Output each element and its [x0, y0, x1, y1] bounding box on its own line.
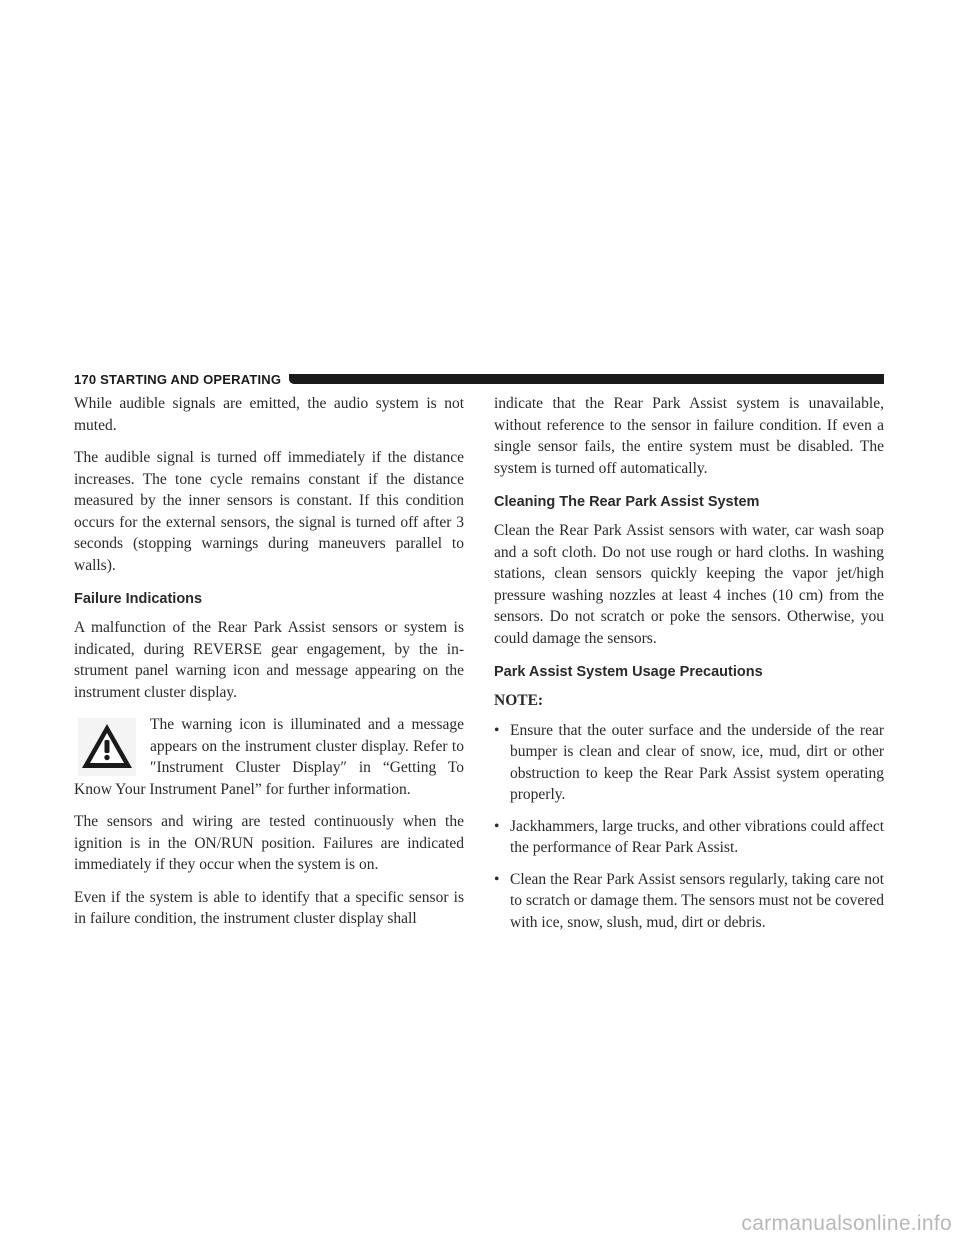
site-watermark: carmanualsonline.info [741, 1212, 952, 1235]
list-item-text: Jackhammers, large trucks, and other vibrations could affect the performance of Rear Park Assist. [510, 817, 884, 856]
left-column [74, 393, 464, 941]
paragraph-warning-icon-info: The warning icon is illuminated and a message appears on the instrument cluster display. Refer to ″Instrument Cluster Display″ in “Getting To Know Your Instrument Panel” for further information. [74, 716, 464, 798]
paragraph-malfunction: A malfunction of the Rear Park Assist sensors or system is indicated, during REVERSE gear engagement, by the in-strument panel warning icon and message appearing on the instrument cluster display. [74, 619, 464, 701]
paragraph-specific-sensor: Even if the system is able to identify that a specific sensor is in failure condition, the instrument cluster display shall [74, 888, 464, 927]
paragraph-system-unavailable: indicate that the Rear Park Assist system is unavailable, without reference to the sensor in failure condition. If even a single sensor fails, the entire system must be disabled. The system is turned off automatically. [494, 395, 884, 477]
paragraph-sensors-tested: The sensors and wiring are tested continuously when the ignition is in the ON/RUN position. Failures are indicated immediately if they occur when the system is on. [74, 813, 464, 873]
bullet-icon: • [494, 721, 500, 739]
heading-cleaning-rear-park-assist: Cleaning The Rear Park Assist System [494, 494, 760, 510]
paragraph-cleaning-instructions: Clean the Rear Park Assist sensors with water, car wash soap and a soft cloth. Do not use rough or hard cloths. In washing stations, clean sensors quickly keeping the vapor jet/high pressure washing nozzles at least 4 inches (10 cm) from the sensors. Do not scratch or poke the sensors. Otherwise, you could damage the sensors. [494, 522, 884, 647]
paragraph-audible-signal: The audible signal is turned off immediately if the distance increases. The tone cycle remains constant if the distance measured by the inner sensors is constant. If this condition occurs for the external sensors, the signal is turned off after 3 seconds (stopping warnings during maneuvers parallel to walls). [74, 449, 464, 574]
warning-icon-block [74, 714, 464, 800]
heading-failure-indications: Failure Indications [74, 591, 203, 607]
precautions-list [494, 720, 884, 934]
paragraph-audio-not-muted: While audible signals are emitted, the audio system is not muted. [74, 395, 464, 434]
bullet-icon: • [494, 817, 500, 835]
bullet-icon: • [494, 870, 500, 888]
heading-usage-precautions: Park Assist System Usage Precautions [494, 664, 763, 680]
list-item [494, 720, 884, 806]
page-number-section-label: 170 STARTING AND OPERATING [74, 371, 282, 387]
warning-triangle-icon [78, 718, 136, 776]
right-column [494, 393, 884, 943]
page-header [74, 369, 884, 389]
header-rule-bar [289, 374, 884, 384]
list-item-text: Ensure that the outer surface and the underside of the rear bumper is clean and clear of snow, ice, mud, dirt or other obstruction to keep the Rear Park Assist system operating properly. [510, 721, 884, 803]
list-item-text: Clean the Rear Park Assist sensors regularly, taking care not to scratch or damage them. The sensors must not be covered with ice, snow, slush, mud, dirt or debris. [510, 870, 884, 931]
list-item [494, 816, 884, 859]
note-label: NOTE: [494, 692, 544, 709]
list-item [494, 869, 884, 934]
